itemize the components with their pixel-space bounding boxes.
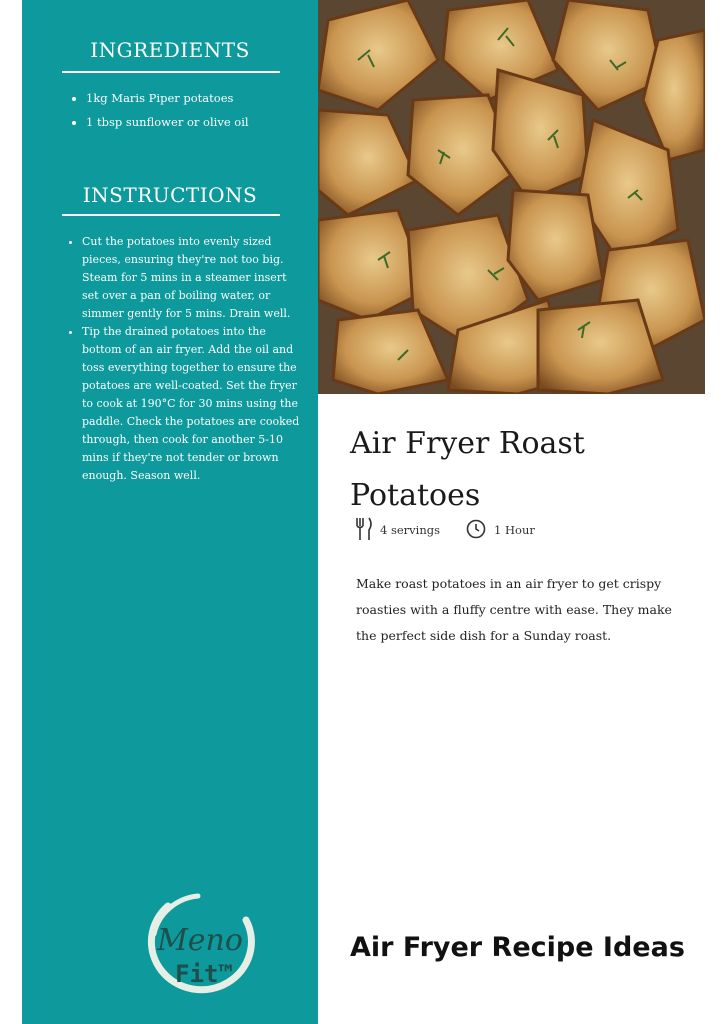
ingredients-heading: INGREDIENTS bbox=[90, 38, 250, 62]
recipe-description: Make roast potatoes in an air fryer to get crispy roasties with a fluffy centre with ease. They make the perfect side dish for a Sunday roast. bbox=[356, 576, 672, 643]
recipe-title bbox=[350, 418, 650, 522]
ingredient-item: • 1kg Maris Piper potatoes bbox=[86, 86, 326, 110]
fork-knife-icon bbox=[354, 516, 374, 545]
instructions-divider bbox=[62, 214, 280, 216]
instruction-step: • Tip the drained potatoes into the bottom of an air fryer. Add the oil and toss everything together to ensure the potatoes are well-coated. Set the fryer to cook at 190°C for 30 mins using the paddle. Check the potatoes are cooked through, then cook for another 5-10 mins if they're not tender or brown enough. Season well. bbox=[82, 323, 300, 485]
recipe-title-line1: Air Fryer Roast bbox=[350, 426, 585, 461]
time-label: 1 Hour bbox=[494, 523, 535, 537]
tagline: Air Fryer Recipe Ideas bbox=[350, 932, 685, 963]
instructions-list bbox=[62, 233, 300, 485]
instructions-heading: INSTRUCTIONS bbox=[82, 183, 258, 207]
servings-label: 4 servings bbox=[380, 523, 441, 537]
sidebar bbox=[22, 0, 318, 1024]
ingredients-divider bbox=[62, 71, 280, 73]
logo-text-line1: Meno bbox=[157, 923, 243, 958]
ingredients-list bbox=[62, 86, 326, 134]
potatoes-image bbox=[318, 0, 705, 394]
menofit-logo bbox=[134, 890, 262, 1002]
potatoes-photo bbox=[318, 0, 705, 394]
recipe-title-line2: Potatoes bbox=[350, 478, 481, 513]
recipe-meta bbox=[354, 516, 535, 544]
logo-text-line2: Fit™ bbox=[175, 960, 233, 988]
instruction-step: • Cut the potatoes into evenly sized pieces, ensuring they're not too big. Steam for 5 mins in a steamer insert set over a pan of boiling water, or simmer gently for 5 mins. Drain well. bbox=[82, 233, 300, 323]
clock-icon bbox=[466, 519, 486, 542]
ingredient-item: • 1 tbsp sunflower or olive oil bbox=[86, 110, 326, 134]
